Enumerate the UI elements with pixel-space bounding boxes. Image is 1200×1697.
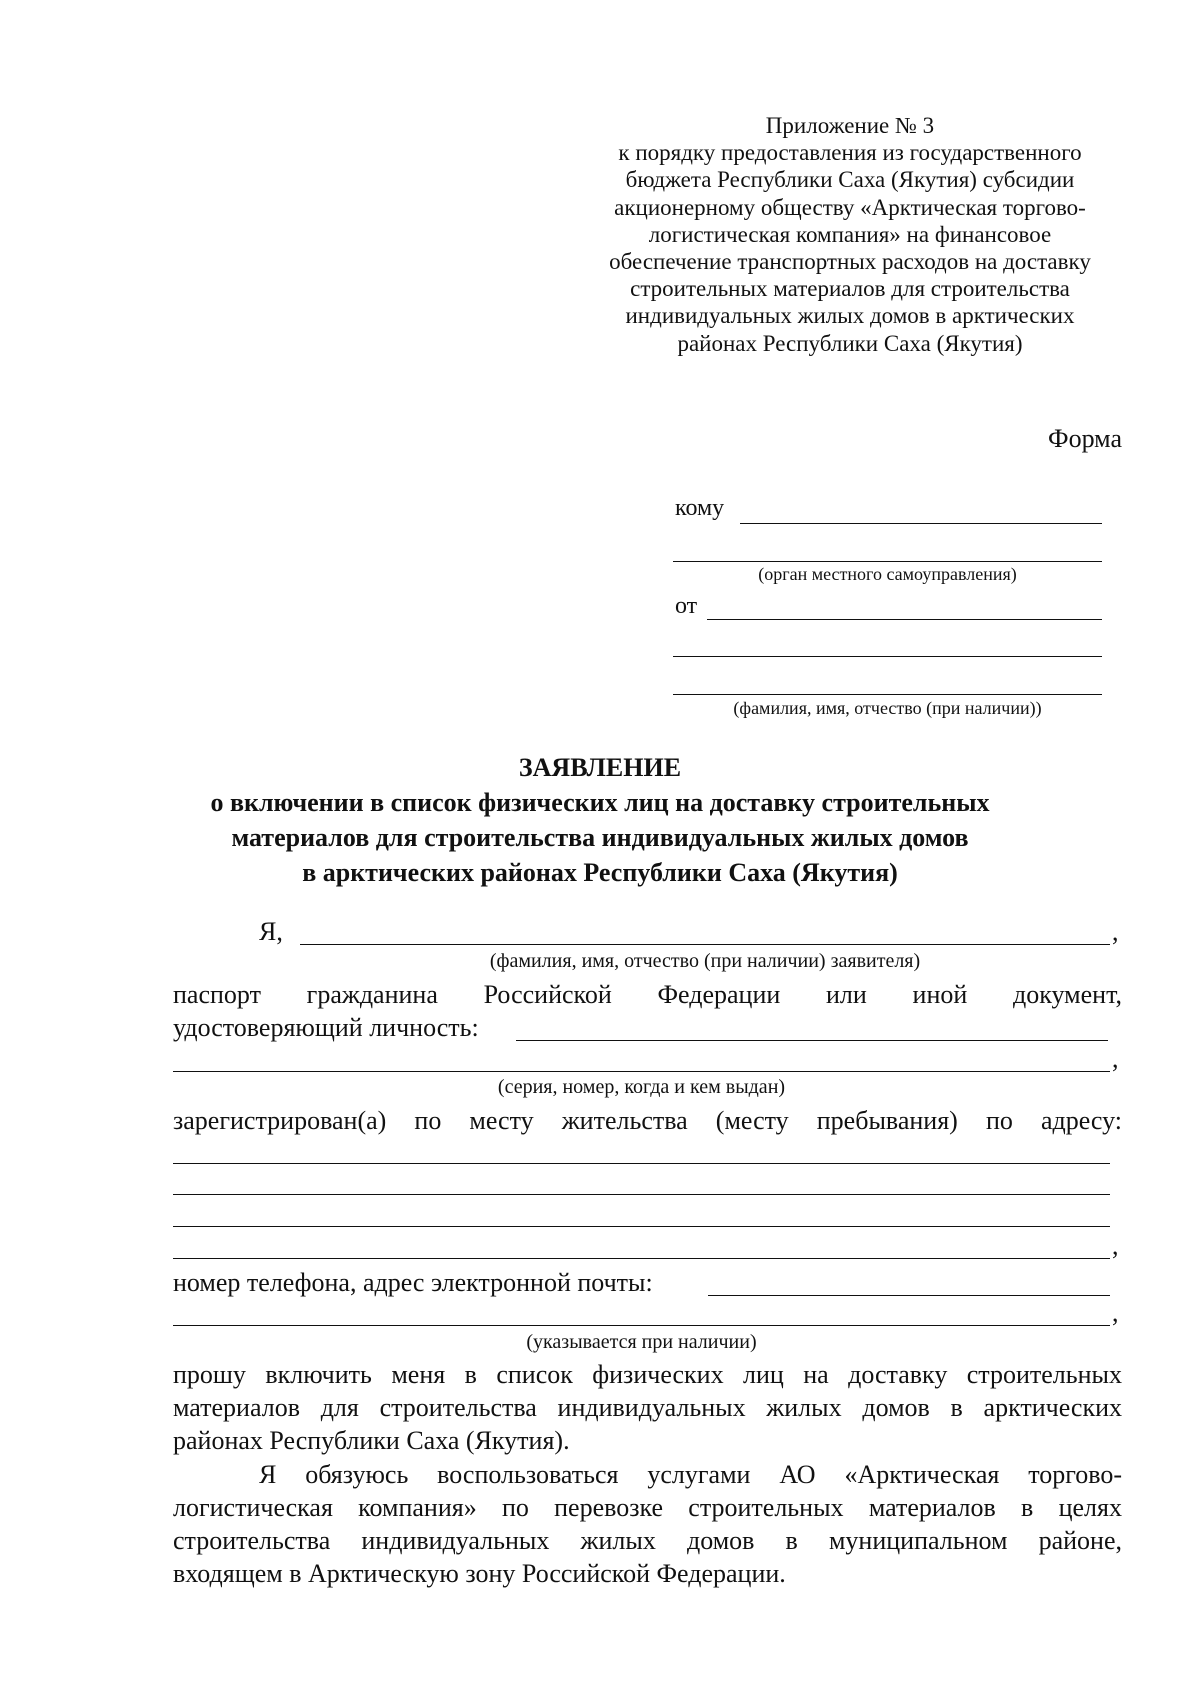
appendix-line: логистическая компания» на финансовое [648, 221, 1052, 247]
obligation-line: входящем в Арктическую зону Российской Федерации. [173, 1559, 786, 1588]
passport-field-line[interactable] [516, 1040, 1108, 1041]
applicant-name-line[interactable] [300, 944, 1110, 945]
contact-field-line[interactable] [708, 1295, 1110, 1296]
request-line: прошу включить меня в список физических лиц на доставку строительных [173, 1360, 1122, 1389]
comma: , [1112, 1044, 1119, 1073]
request-line: материалов для строительства индивидуальных жилых домов в арктических [173, 1393, 1122, 1422]
address-field-line[interactable] [173, 1163, 1110, 1164]
document-subtitle-line: в арктических районах Республики Саха (Якутия) [302, 858, 898, 887]
obligation-line: Я обязуюсь воспользоваться услугами АО «Арктическая торгово- [259, 1460, 1122, 1489]
contact-caption: (указывается при наличии) [526, 1331, 757, 1353]
obligation-line: логистическая компания» по перевозке строительных материалов в целях [173, 1493, 1122, 1522]
obligation-line: строительства индивидуальных жилых домов в муниципальном районе, [173, 1526, 1122, 1555]
appendix-line: индивидуальных жилых домов в арктических [625, 303, 1075, 329]
contact-field-line-2[interactable] [173, 1325, 1110, 1326]
appendix-header [600, 112, 1100, 357]
appendix-line: бюджета Республики Саха (Якутия) субсидии [625, 167, 1075, 193]
applicant-caption: (фамилия, имя, отчество (при наличии) заявителя) [489, 950, 921, 972]
from-field-line[interactable] [707, 619, 1102, 620]
comma: , [1112, 1231, 1119, 1260]
contact-label: номер телефона, адрес электронной почты: [173, 1268, 653, 1297]
from-label: от [675, 593, 698, 619]
appendix-line: Приложение № 3 [765, 113, 935, 138]
address-field-line-4[interactable] [173, 1258, 1110, 1259]
appendix-line: акционерному обществу «Арктическая торгово- [614, 194, 1086, 220]
from-field-line-2[interactable] [673, 656, 1102, 657]
document-subtitle-line: материалов для строительства индивидуальных жилых домов [231, 823, 969, 852]
comma: , [1112, 1298, 1119, 1327]
address-field-line-3[interactable] [173, 1226, 1110, 1227]
to-label: кому [675, 495, 725, 521]
form-label: Форма [1048, 424, 1122, 453]
comma: , [1112, 917, 1119, 946]
request-line: районах Республики Саха (Якутия). [173, 1426, 570, 1455]
document-subtitle-line: о включении в список физических лиц на доставку строительных [210, 788, 990, 817]
appendix-line: строительных материалов для строительства [630, 276, 1070, 302]
appendix-line: районах Республики Саха (Якутия) [677, 330, 1023, 356]
appendix-line: к порядку предоставления из государственного [618, 140, 1082, 166]
to-caption: (орган местного самоуправления) [758, 564, 1017, 584]
to-field-line-2[interactable] [673, 561, 1102, 562]
passport-caption: (серия, номер, когда и кем выдан) [497, 1076, 786, 1098]
address-field-line-2[interactable] [173, 1194, 1110, 1195]
passport-line-2: удостоверяющий личность: [173, 1013, 479, 1042]
passport-line: паспорт гражданина Российской Федерации или иной документ, [173, 980, 1122, 1009]
applicant-prefix: Я, [259, 917, 283, 946]
to-field-line[interactable] [740, 523, 1102, 524]
passport-field-line-2[interactable] [173, 1071, 1110, 1072]
from-field-line-3[interactable] [673, 694, 1102, 695]
appendix-line: обеспечение транспортных расходов на доставку [609, 249, 1091, 275]
address-label: зарегистрирован(а) по месту жительства (месту пребывания) по адресу: [173, 1106, 1122, 1135]
from-caption: (фамилия, имя, отчество (при наличии)) [733, 698, 1042, 718]
document-title: ЗАЯВЛЕНИЕ [518, 753, 682, 782]
